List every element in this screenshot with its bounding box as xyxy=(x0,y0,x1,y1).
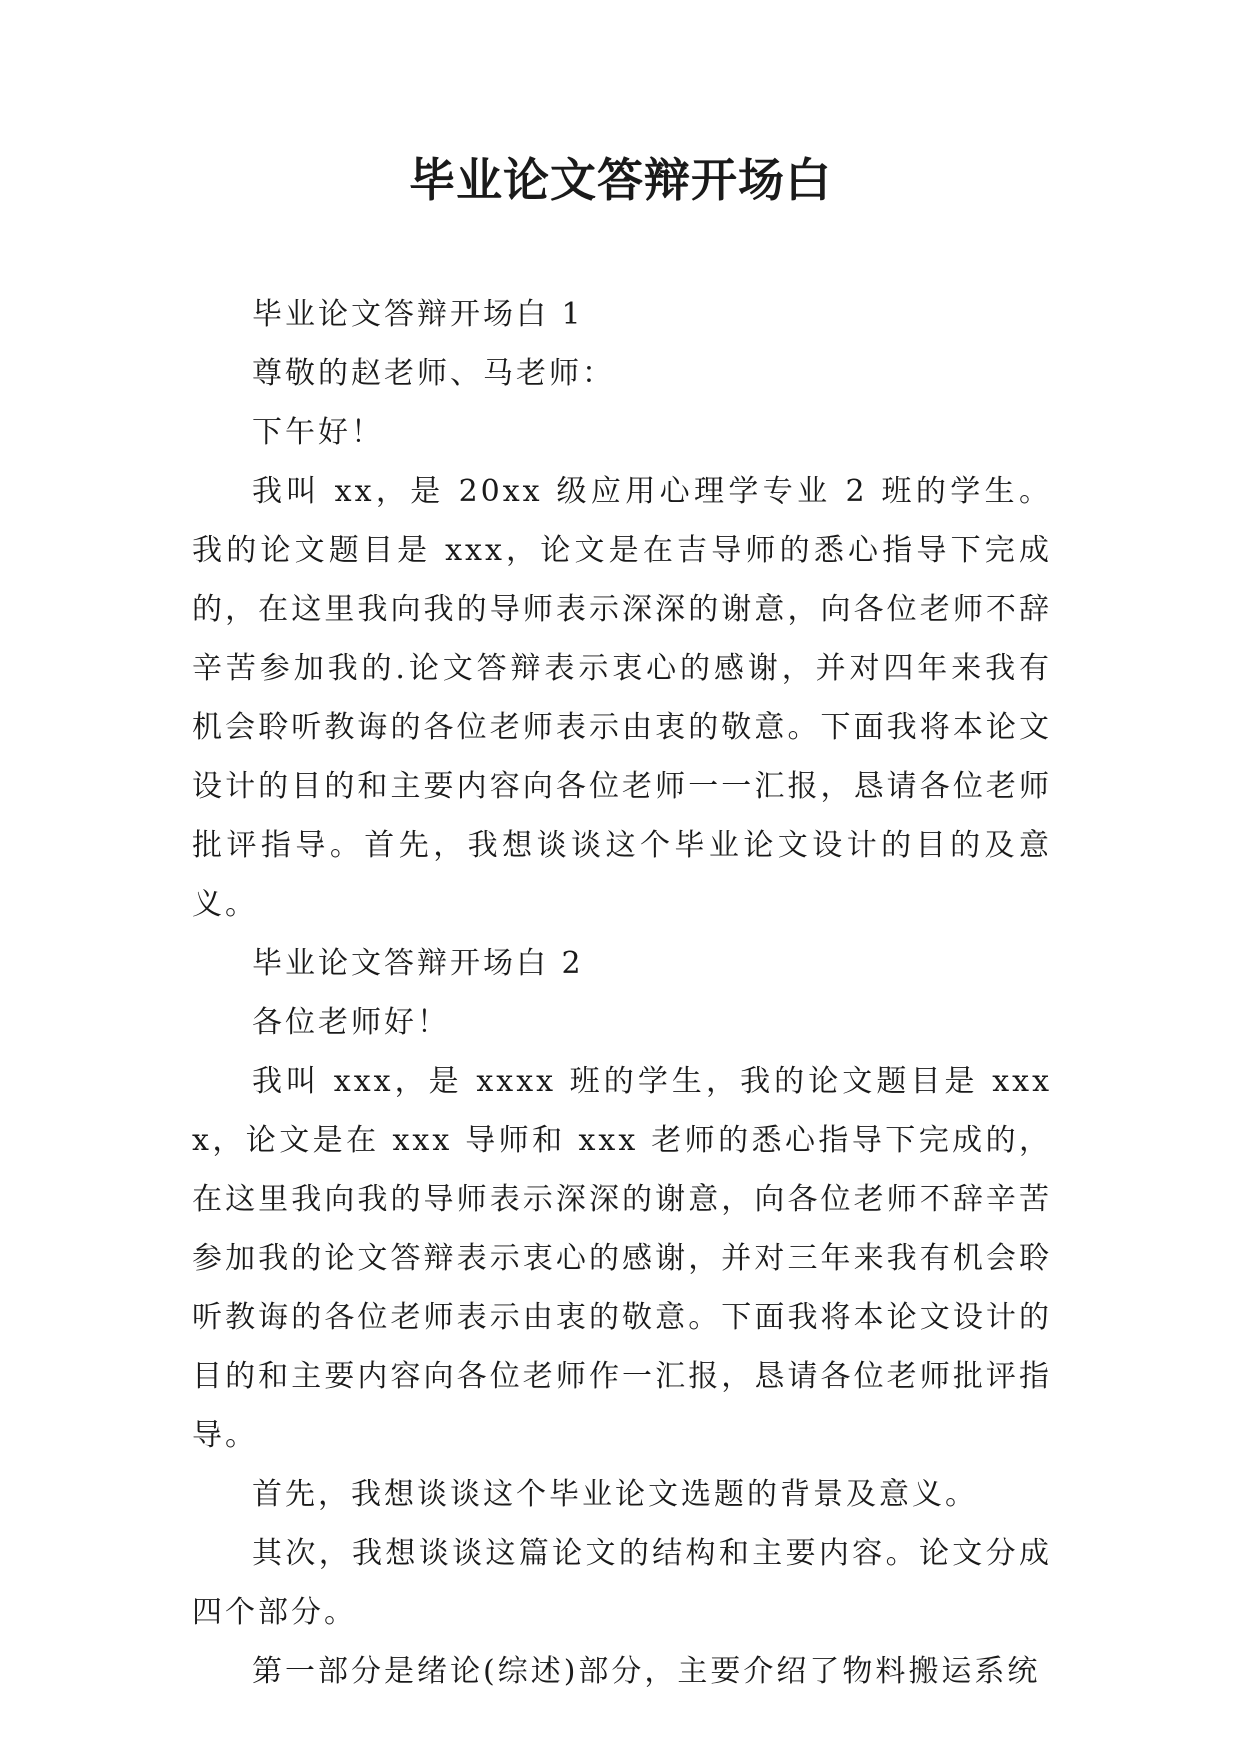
paragraph-salutation-1: 尊敬的赵老师、马老师： xyxy=(252,356,615,391)
paragraph-heading-2: 毕业论文答辩开场白 2 xyxy=(252,946,584,981)
paragraph-body-5: 第一部分是绪论(综述)部分，主要介绍了物料搬运系统 xyxy=(252,1654,1041,1689)
paragraph-body-1: 我叫 xx，是 20xx 级应用心理学专业 2 班的学生。我的论文题目是 xxx，论文是在吉导师的悉心指导下完成的，在这里我向我的导师表示深深的谢意，向各位老师不辞辛苦参加我的.论文答辩表示衷心的感谢，并对四年来我有机会聆听教诲的各位老师表示由衷的敬意。下面我将本论文设计的目的和主要内容向各位老师一一汇报，恳请各位老师批评指导。首先，我想谈谈这个毕业论文设计的目的及意义。 xyxy=(192,474,1052,922)
paragraph-body-3: 首先，我想谈谈这个毕业论文选题的背景及意义。 xyxy=(252,1477,978,1512)
paragraph-body-4: 其次，我想谈谈这篇论文的结构和主要内容。论文分成四个部分。 xyxy=(192,1536,1052,1630)
paragraph-heading-1: 毕业论文答辩开场白 1 xyxy=(252,297,584,332)
paragraph-greeting-1: 下午好！ xyxy=(252,415,384,450)
document-title: 毕业论文答辩开场白 xyxy=(409,153,832,207)
paragraph-greeting-2: 各位老师好！ xyxy=(252,1005,450,1040)
paragraph-body-2: 我叫 xxx，是 xxxx 班的学生，我的论文题目是 xxxx，论文是在 xxx 导师和 xxx 老师的悉心指导下完成的，在这里我向我的导师表示深深的谢意，向各位老师不辞辛苦参加我的论文答辩表示衷心的感谢，并对三年来我有机会聆听教诲的各位老师表示由衷的敬意。下面我将本论文设计的目的和主要内容向各位老师作一汇报，恳请各位老师批评指导。 xyxy=(192,1064,1052,1453)
document-body xyxy=(192,285,1052,1701)
